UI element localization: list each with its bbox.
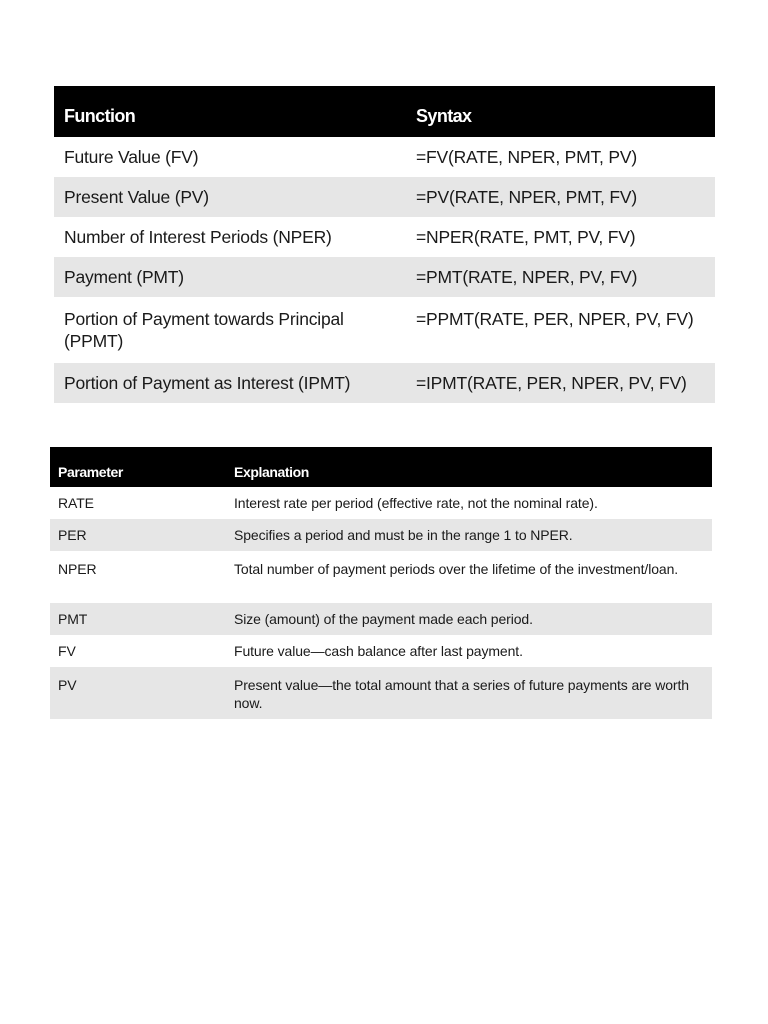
parameter-explanation: Present value—the total amount that a series of future payments are worth now. — [226, 667, 712, 719]
parameter-name: PMT — [50, 603, 226, 635]
parameter-explanation: Interest rate per period (effective rate, not the nominal rate). — [226, 487, 712, 519]
functions-table — [54, 86, 715, 403]
function-syntax: =PV(RATE, NPER, PMT, FV) — [406, 177, 715, 217]
table-row — [54, 217, 715, 257]
table-row — [50, 667, 712, 719]
function-name: Number of Interest Periods (NPER) — [54, 217, 406, 257]
syntax-column-header: Syntax — [406, 86, 715, 137]
function-name: Portion of Payment towards Principal (PPMT) — [54, 297, 406, 363]
table-row — [50, 551, 712, 603]
parameter-name: FV — [50, 635, 226, 667]
function-syntax: =PMT(RATE, NPER, PV, FV) — [406, 257, 715, 297]
parameter-column-header: Parameter — [50, 447, 226, 487]
function-name: Portion of Payment as Interest (IPMT) — [54, 363, 406, 403]
table-row — [54, 363, 715, 403]
function-syntax: =IPMT(RATE, PER, NPER, PV, FV) — [406, 363, 715, 403]
function-name: Present Value (PV) — [54, 177, 406, 217]
parameter-name: PV — [50, 667, 226, 719]
function-syntax: =FV(RATE, NPER, PMT, PV) — [406, 137, 715, 177]
table-row — [54, 257, 715, 297]
parameter-explanation: Total number of payment periods over the lifetime of the investment/loan. — [226, 551, 712, 603]
explanation-column-header: Explanation — [226, 447, 712, 487]
parameters-header-row — [50, 447, 712, 487]
function-column-header: Function — [54, 86, 406, 137]
function-name: Payment (PMT) — [54, 257, 406, 297]
table-row — [54, 297, 715, 363]
parameters-table — [50, 447, 712, 719]
parameter-explanation: Specifies a period and must be in the range 1 to NPER. — [226, 519, 712, 551]
parameter-explanation: Future value—cash balance after last payment. — [226, 635, 712, 667]
function-name: Future Value (FV) — [54, 137, 406, 177]
table-row — [54, 177, 715, 217]
parameter-name: PER — [50, 519, 226, 551]
table-row — [50, 519, 712, 551]
table-row — [50, 635, 712, 667]
table-row — [54, 137, 715, 177]
functions-header-row — [54, 86, 715, 137]
parameter-name: NPER — [50, 551, 226, 603]
parameter-name: RATE — [50, 487, 226, 519]
table-row — [50, 603, 712, 635]
function-syntax: =NPER(RATE, PMT, PV, FV) — [406, 217, 715, 257]
parameter-explanation: Size (amount) of the payment made each period. — [226, 603, 712, 635]
table-row — [50, 487, 712, 519]
function-syntax: =PPMT(RATE, PER, NPER, PV, FV) — [406, 297, 715, 363]
